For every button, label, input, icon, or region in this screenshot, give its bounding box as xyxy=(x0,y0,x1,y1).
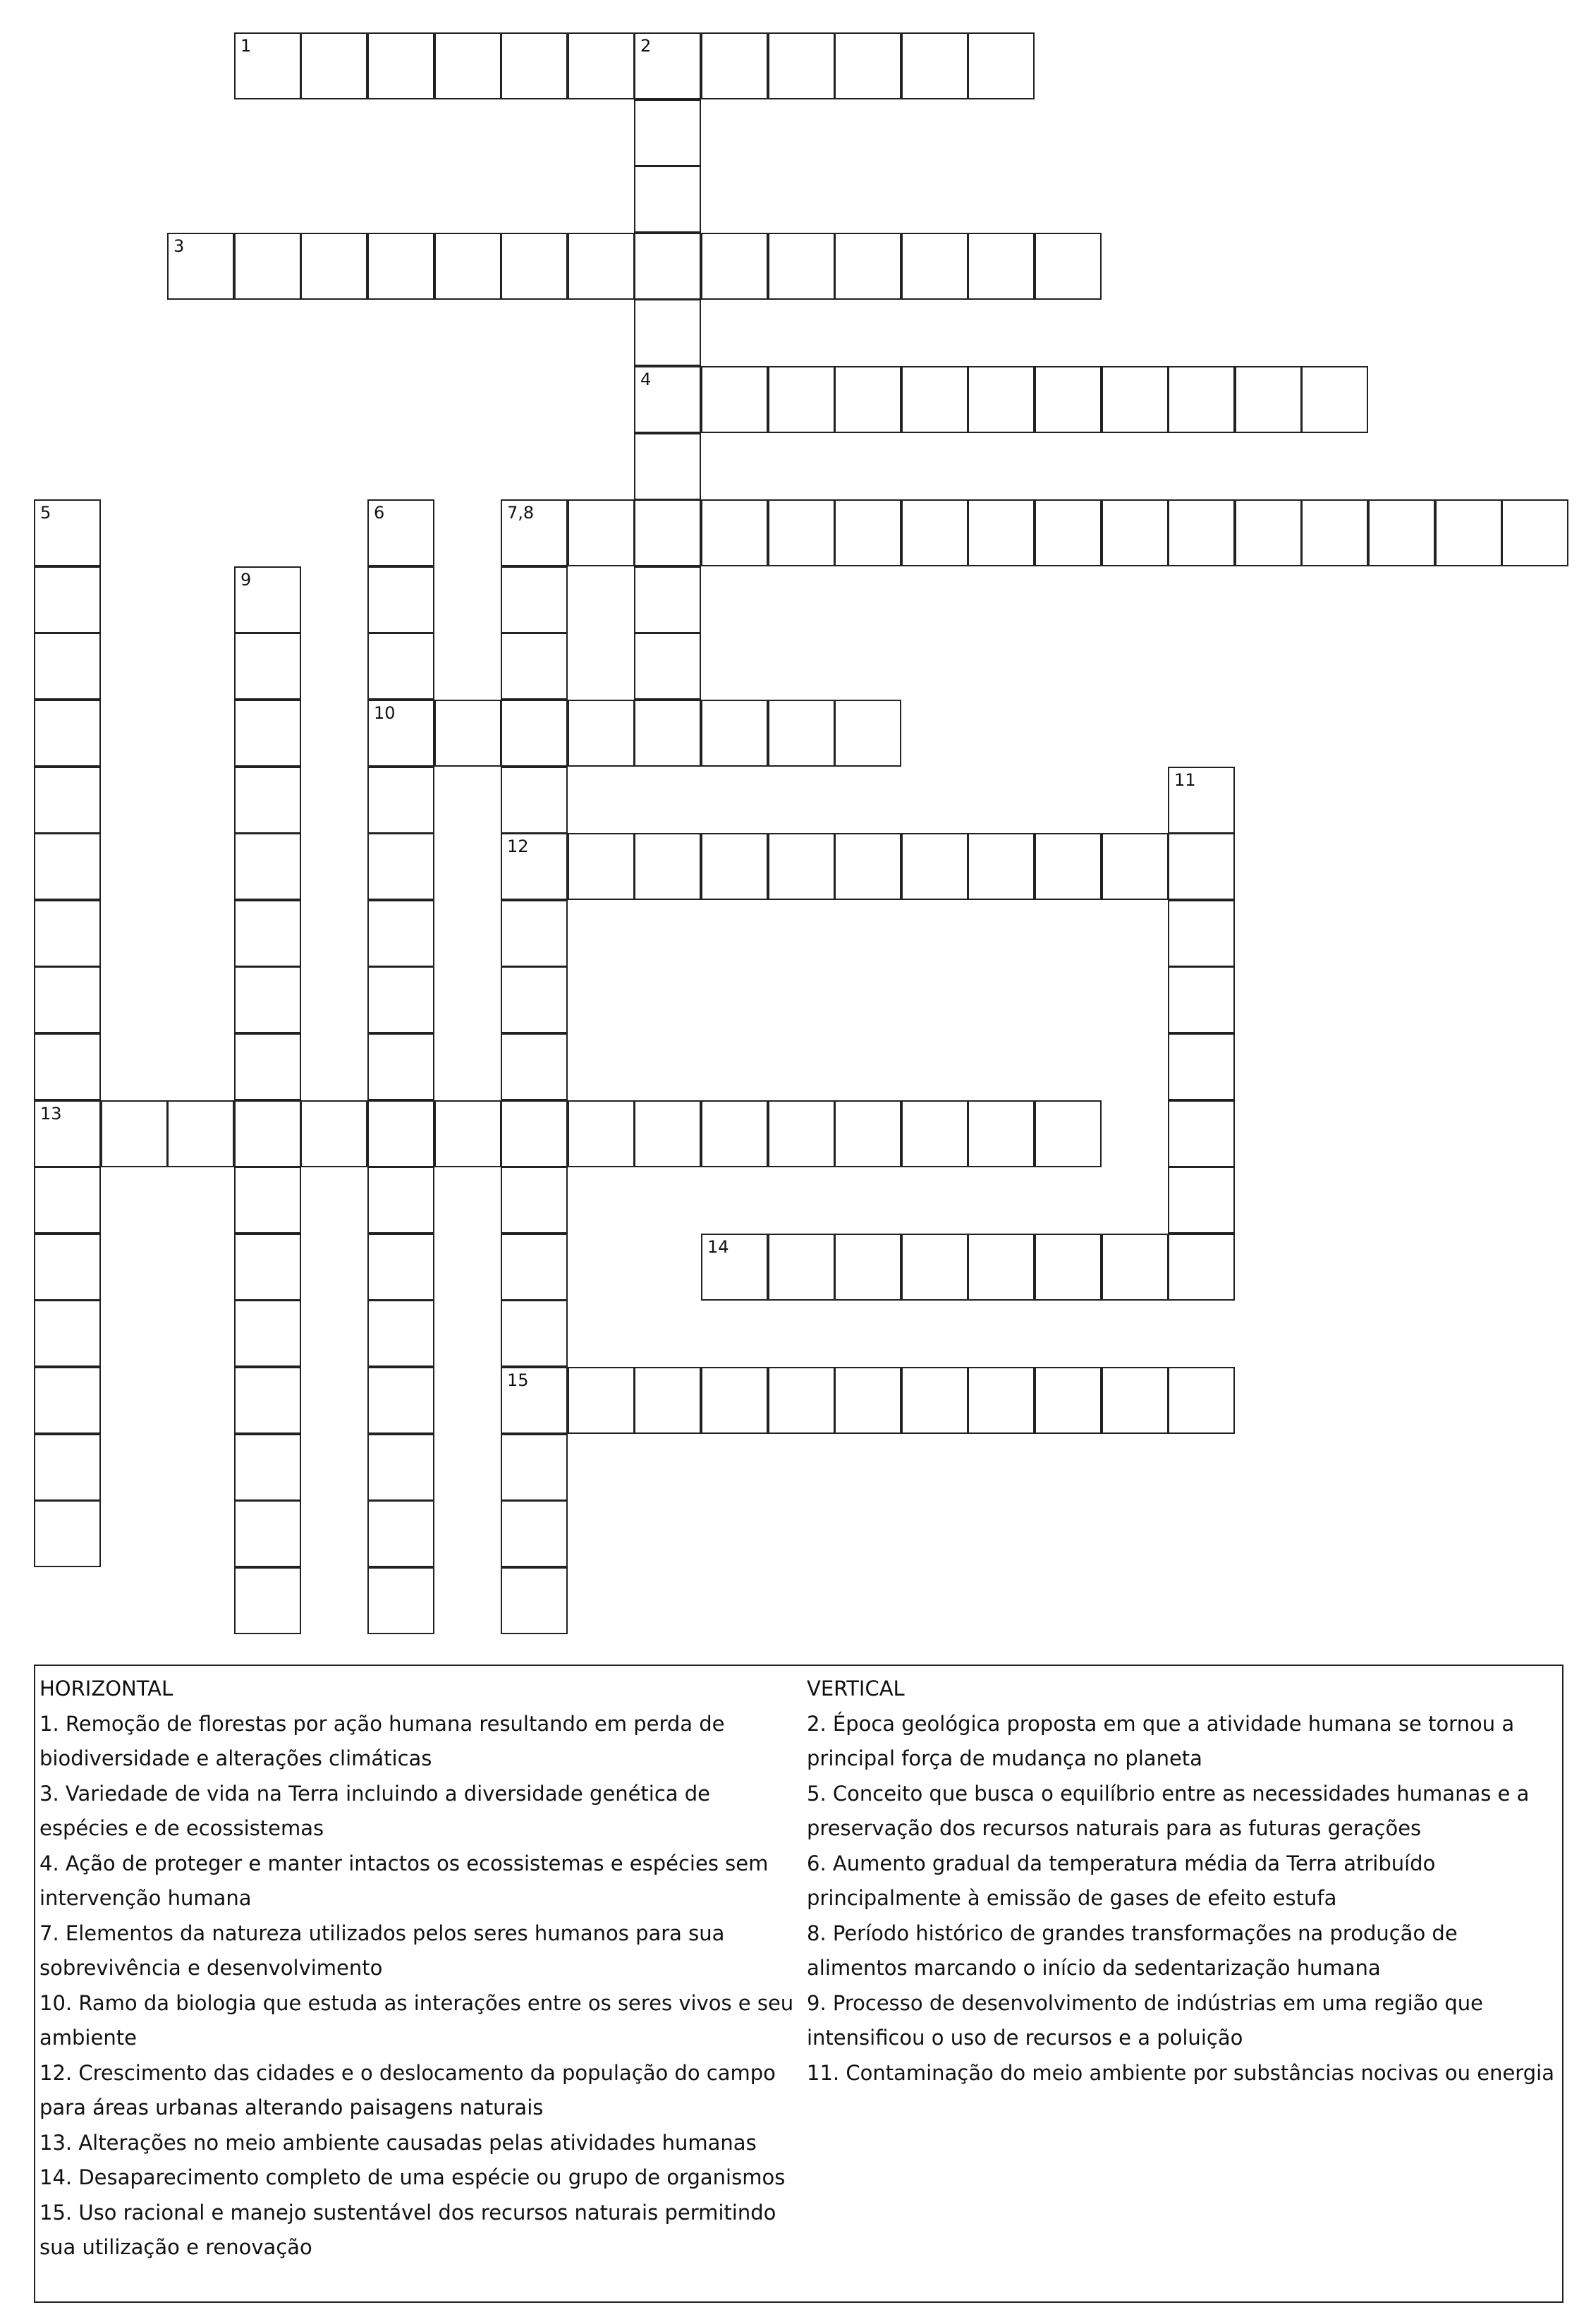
crossword-cell[interactable] xyxy=(234,1033,301,1100)
crossword-cell[interactable] xyxy=(300,233,367,300)
crossword-cell[interactable] xyxy=(968,1367,1035,1434)
crossword-cell[interactable] xyxy=(701,1100,768,1167)
clue-horizontal-12: 12. Crescimento das cidades e o deslocamento da população do campo para áreas urbanas alterando paisagens naturais xyxy=(39,2060,776,2119)
crossword-cell[interactable] xyxy=(34,767,101,834)
crossword-cell[interactable] xyxy=(234,1500,301,1567)
crossword-cell[interactable] xyxy=(434,1100,501,1167)
crossword-cell[interactable] xyxy=(34,700,101,767)
crossword-cell[interactable] xyxy=(701,833,768,900)
crossword-cell[interactable] xyxy=(367,900,434,967)
crossword-cell[interactable] xyxy=(768,833,835,900)
crossword-cell[interactable] xyxy=(568,499,635,566)
crossword-cell[interactable] xyxy=(701,366,768,433)
crossword-cell[interactable] xyxy=(501,633,568,700)
crossword-cell[interactable] xyxy=(1168,1234,1235,1301)
crossword-cell[interactable] xyxy=(34,499,101,566)
crossword-cell[interactable] xyxy=(634,366,701,433)
crossword-cell[interactable] xyxy=(501,499,568,566)
crossword-cell[interactable] xyxy=(234,966,301,1033)
crossword-cell[interactable] xyxy=(34,1234,101,1301)
crossword-cell[interactable] xyxy=(234,233,301,300)
crossword-cell[interactable] xyxy=(234,1167,301,1234)
crossword-cell[interactable] xyxy=(1035,833,1102,900)
crossword-cell[interactable] xyxy=(968,233,1035,300)
crossword-cell[interactable] xyxy=(834,1234,901,1301)
vertical-clues xyxy=(807,1672,1561,2091)
crossword-cell[interactable] xyxy=(501,966,568,1033)
clue-horizontal-10: 10. Ramo da biologia que estuda as interações entre os seres vivos e seu ambiente xyxy=(39,1990,794,2050)
crossword-cell[interactable] xyxy=(434,233,501,300)
crossword-cell[interactable] xyxy=(568,32,635,99)
crossword-cell[interactable] xyxy=(901,32,968,99)
crossword-cell[interactable] xyxy=(501,1167,568,1234)
clue-vertical-9: 9. Processo de desenvolvimento de indústrias em uma região que intensificou o uso de recursos e a poluição xyxy=(807,1990,1484,2050)
crossword-cell[interactable] xyxy=(834,366,901,433)
crossword-cell[interactable] xyxy=(234,1234,301,1301)
crossword-cell[interactable] xyxy=(1168,1033,1235,1100)
crossword-cell[interactable] xyxy=(1102,499,1169,566)
clue-number: 3 xyxy=(173,236,185,256)
crossword-cell[interactable] xyxy=(34,966,101,1033)
crossword-cell[interactable] xyxy=(234,767,301,834)
clue-number: 13 xyxy=(40,1104,62,1124)
crossword-cell[interactable] xyxy=(434,700,501,767)
crossword-cell[interactable] xyxy=(234,32,301,99)
crossword-cell[interactable] xyxy=(634,233,701,300)
crossword-cell[interactable] xyxy=(501,1300,568,1367)
vertical-heading: VERTICAL xyxy=(807,1677,905,1701)
crossword-cell[interactable] xyxy=(901,499,968,566)
crossword-cell[interactable] xyxy=(768,1234,835,1301)
crossword-cell[interactable] xyxy=(834,700,901,767)
crossword-cell[interactable] xyxy=(701,233,768,300)
clue-number: 1 xyxy=(240,36,252,56)
crossword-cell[interactable] xyxy=(367,833,434,900)
crossword-cell[interactable] xyxy=(34,1367,101,1434)
crossword-cell[interactable] xyxy=(501,700,568,767)
crossword-cell[interactable] xyxy=(1168,499,1235,566)
crossword-cell[interactable] xyxy=(701,499,768,566)
clue-horizontal-14: 14. Desaparecimento completo de uma espécie ou grupo de organismos xyxy=(39,2165,786,2189)
clue-horizontal-15: 15. Uso racional e manejo sustentável dos recursos naturais permitindo sua utilização e renovação xyxy=(39,2200,776,2259)
crossword-cell[interactable] xyxy=(968,499,1035,566)
crossword-cell[interactable] xyxy=(968,1100,1035,1167)
crossword-cell[interactable] xyxy=(1301,499,1368,566)
clue-horizontal-4: 4. Ação de proteger e manter intactos os ecossistemas e espécies sem intervenção humana xyxy=(39,1851,769,1910)
crossword-cell[interactable] xyxy=(167,233,234,300)
crossword-cell[interactable] xyxy=(634,700,701,767)
clue-number: 4 xyxy=(640,370,652,389)
crossword-cell[interactable] xyxy=(634,499,701,566)
crossword-cell[interactable] xyxy=(501,1500,568,1567)
crossword-cell[interactable] xyxy=(234,1434,301,1501)
crossword-cell[interactable] xyxy=(367,1234,434,1301)
crossword-cell[interactable] xyxy=(367,1500,434,1567)
crossword-cell[interactable] xyxy=(1102,833,1169,900)
crossword-cell[interactable] xyxy=(968,32,1035,99)
crossword-cell[interactable] xyxy=(768,1100,835,1167)
crossword-cell[interactable] xyxy=(1168,833,1235,900)
crossword-cell[interactable] xyxy=(768,499,835,566)
crossword-cell[interactable] xyxy=(367,700,434,767)
horizontal-heading: HORIZONTAL xyxy=(39,1677,173,1701)
crossword-cell[interactable] xyxy=(34,1300,101,1367)
crossword-cell[interactable] xyxy=(1168,1100,1235,1167)
crossword-cell[interactable] xyxy=(901,1100,968,1167)
crossword-cell[interactable] xyxy=(634,166,701,233)
crossword-cell[interactable] xyxy=(34,1167,101,1234)
crossword-cell[interactable] xyxy=(834,833,901,900)
crossword-cell[interactable] xyxy=(1168,366,1235,433)
crossword-cell[interactable] xyxy=(1168,1167,1235,1234)
clue-vertical-8: 8. Período histórico de grandes transformações na produção de alimentos marcando o início da sedentarização humana xyxy=(807,1921,1458,1980)
crossword-cell[interactable] xyxy=(367,1167,434,1234)
crossword-cell[interactable] xyxy=(367,1300,434,1367)
crossword-cell[interactable] xyxy=(901,1234,968,1301)
crossword-cell[interactable] xyxy=(34,1033,101,1100)
crossword-cell[interactable] xyxy=(234,1567,301,1634)
crossword-cell[interactable] xyxy=(367,1567,434,1634)
clue-number: 5 xyxy=(40,503,51,523)
crossword-cell[interactable] xyxy=(1035,1100,1102,1167)
crossword-cell[interactable] xyxy=(634,566,701,633)
crossword-cell[interactable] xyxy=(834,32,901,99)
crossword-cell[interactable] xyxy=(901,833,968,900)
crossword-cell[interactable] xyxy=(234,566,301,633)
crossword-cell[interactable] xyxy=(34,1500,101,1567)
crossword-cell[interactable] xyxy=(234,1100,301,1167)
crossword-cell[interactable] xyxy=(568,700,635,767)
clue-number: 6 xyxy=(374,503,385,523)
crossword-cell[interactable] xyxy=(367,499,434,566)
crossword-cell[interactable] xyxy=(568,233,635,300)
crossword-cell[interactable] xyxy=(367,1100,434,1167)
crossword-cell[interactable] xyxy=(234,700,301,767)
crossword-cell[interactable] xyxy=(1035,366,1102,433)
crossword-cell[interactable] xyxy=(1368,499,1435,566)
crossword-cell[interactable] xyxy=(834,1100,901,1167)
crossword-cell[interactable] xyxy=(1301,366,1368,433)
crossword-cell[interactable] xyxy=(501,833,568,900)
crossword-cell[interactable] xyxy=(34,633,101,700)
crossword-cell[interactable] xyxy=(568,1367,635,1434)
clue-horizontal-3: 3. Variedade de vida na Terra incluindo a diversidade genética de espécies e de ecossistemas xyxy=(39,1781,711,1840)
crossword-cell[interactable] xyxy=(634,433,701,500)
crossword-cell[interactable] xyxy=(634,299,701,366)
clue-horizontal-7: 7. Elementos da natureza utilizados pelos seres humanos para sua sobrevivência e desenvolvimento xyxy=(39,1921,725,1980)
clue-vertical-2: 2. Época geológica proposta em que a atividade humana se tornou a principal força de mudança no planeta xyxy=(807,1711,1515,1770)
crossword-cell[interactable] xyxy=(501,32,568,99)
crossword-cell[interactable] xyxy=(501,233,568,300)
crossword-cell[interactable] xyxy=(701,1367,768,1434)
crossword-cell[interactable] xyxy=(634,1100,701,1167)
crossword-cell[interactable] xyxy=(367,1434,434,1501)
clue-number: 15 xyxy=(507,1370,529,1390)
crossword-cell[interactable] xyxy=(234,900,301,967)
crossword-cell[interactable] xyxy=(501,1234,568,1301)
crossword-cell[interactable] xyxy=(968,1234,1035,1301)
crossword-cell[interactable] xyxy=(367,633,434,700)
crossword-cell[interactable] xyxy=(1501,499,1568,566)
crossword-cell[interactable] xyxy=(1235,499,1302,566)
crossword-cell[interactable] xyxy=(768,1367,835,1434)
crossword-cell[interactable] xyxy=(834,499,901,566)
crossword-cell[interactable] xyxy=(34,900,101,967)
crossword-cell[interactable] xyxy=(300,1100,367,1167)
clue-vertical-11: 11. Contaminação do meio ambiente por substâncias nocivas ou energia xyxy=(807,2060,1554,2085)
crossword-cell[interactable] xyxy=(634,833,701,900)
clue-number: 10 xyxy=(374,703,396,723)
crossword-cell[interactable] xyxy=(367,1367,434,1434)
clue-vertical-5: 5. Conceito que busca o equilíbrio entre as necessidades humanas e a preservação dos recursos naturais para as futuras gerações xyxy=(807,1781,1530,1840)
crossword-cell[interactable] xyxy=(634,633,701,700)
crossword-cell[interactable] xyxy=(701,32,768,99)
crossword-cell[interactable] xyxy=(1168,900,1235,967)
clue-number: 9 xyxy=(240,570,252,590)
clue-number: 2 xyxy=(640,36,652,56)
crossword-cell[interactable] xyxy=(768,700,835,767)
crossword-cell[interactable] xyxy=(1168,767,1235,834)
crossword-cell[interactable] xyxy=(367,233,434,300)
crossword-cell[interactable] xyxy=(1435,499,1502,566)
crossword-cell[interactable] xyxy=(834,1367,901,1434)
crossword-cell[interactable] xyxy=(768,233,835,300)
crossword-cell[interactable] xyxy=(1235,366,1302,433)
crossword-cell[interactable] xyxy=(501,1033,568,1100)
clue-horizontal-1: 1. Remoção de florestas por ação humana resultando em perda de biodiversidade e alterações climáticas xyxy=(39,1711,725,1770)
crossword-cell[interactable] xyxy=(1035,1234,1102,1301)
crossword-cell[interactable] xyxy=(234,1300,301,1367)
crossword-cell[interactable] xyxy=(1035,1367,1102,1434)
crossword-cell[interactable] xyxy=(367,32,434,99)
crossword-cell[interactable] xyxy=(701,1234,768,1301)
crossword-cell[interactable] xyxy=(34,566,101,633)
clues-box xyxy=(34,1665,1563,2303)
crossword-cell[interactable] xyxy=(501,767,568,834)
crossword-cell[interactable] xyxy=(234,1367,301,1434)
crossword-cell[interactable] xyxy=(634,32,701,99)
crossword-cell[interactable] xyxy=(34,833,101,900)
crossword-cell[interactable] xyxy=(234,633,301,700)
crossword-cell[interactable] xyxy=(34,1100,101,1167)
crossword-cell[interactable] xyxy=(834,233,901,300)
crossword-cell[interactable] xyxy=(34,1434,101,1501)
clue-number: 7,8 xyxy=(507,503,535,523)
clue-number: 12 xyxy=(507,836,529,856)
crossword-cell[interactable] xyxy=(501,566,568,633)
crossword-cell[interactable] xyxy=(901,366,968,433)
crossword-cell[interactable] xyxy=(1168,1367,1235,1434)
crossword-cell[interactable] xyxy=(701,700,768,767)
crossword-cell[interactable] xyxy=(501,1567,568,1634)
crossword-cell[interactable] xyxy=(968,366,1035,433)
crossword-cell[interactable] xyxy=(501,900,568,967)
clue-number: 11 xyxy=(1174,770,1196,790)
clue-number: 14 xyxy=(707,1237,729,1257)
crossword-cell[interactable] xyxy=(768,366,835,433)
crossword-cell[interactable] xyxy=(634,99,701,166)
horizontal-clues xyxy=(39,1672,801,2265)
crossword-cell[interactable] xyxy=(1035,499,1102,566)
crossword-cell[interactable] xyxy=(300,32,367,99)
crossword-cell[interactable] xyxy=(367,767,434,834)
crossword-cell[interactable] xyxy=(501,1367,568,1434)
crossword-cell[interactable] xyxy=(434,32,501,99)
crossword-cell[interactable] xyxy=(634,1367,701,1434)
clue-vertical-6: 6. Aumento gradual da temperatura média da Terra atribuído principalmente à emissão de gases de efeito estufa xyxy=(807,1851,1436,1910)
crossword-cell[interactable] xyxy=(1035,233,1102,300)
crossword-cell[interactable] xyxy=(768,32,835,99)
crossword-cell[interactable] xyxy=(568,1100,635,1167)
crossword-cell[interactable] xyxy=(167,1100,234,1167)
crossword-cell[interactable] xyxy=(367,966,434,1033)
crossword-cell[interactable] xyxy=(501,1100,568,1167)
crossword-cell[interactable] xyxy=(901,1367,968,1434)
crossword-cell[interactable] xyxy=(234,833,301,900)
crossword-cell[interactable] xyxy=(1102,1367,1169,1434)
crossword-cell[interactable] xyxy=(1168,966,1235,1033)
crossword-cell[interactable] xyxy=(901,233,968,300)
crossword-cell[interactable] xyxy=(101,1100,168,1167)
crossword-cell[interactable] xyxy=(501,1434,568,1501)
crossword-cell[interactable] xyxy=(367,566,434,633)
crossword-cell[interactable] xyxy=(367,1033,434,1100)
crossword-cell[interactable] xyxy=(1102,366,1169,433)
clue-horizontal-13: 13. Alterações no meio ambiente causadas pelas atividades humanas xyxy=(39,2130,757,2155)
crossword-cell[interactable] xyxy=(968,833,1035,900)
crossword-cell[interactable] xyxy=(568,833,635,900)
crossword-cell[interactable] xyxy=(1102,1234,1169,1301)
